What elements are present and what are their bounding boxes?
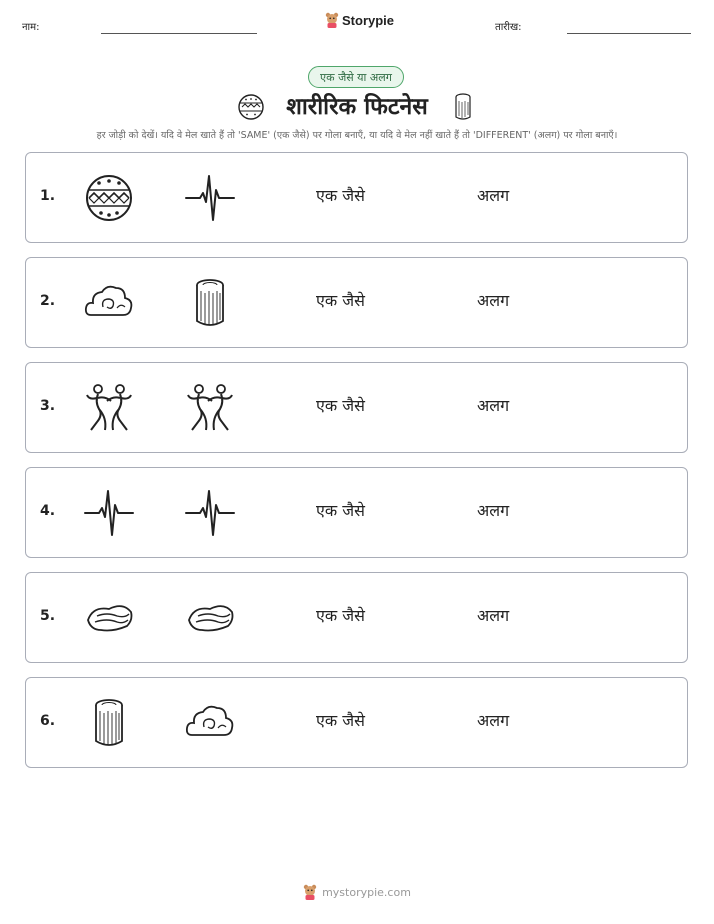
date-label: तारीख:: [495, 22, 522, 33]
storypie-bear-icon: [325, 12, 339, 28]
dancers-icon: [83, 382, 135, 434]
worksheet-type-badge: एक जैसे या अलग: [308, 66, 404, 88]
heartbeat-icon: [184, 172, 236, 224]
question-row: [25, 677, 688, 768]
ball-icon: [237, 93, 265, 121]
different-option[interactable]: अलग: [477, 186, 510, 205]
brand-logo: [325, 12, 394, 28]
steak-icon: [184, 592, 236, 644]
page-title: शारीरिक फिटनेस: [286, 94, 428, 120]
different-option[interactable]: अलग: [477, 291, 510, 310]
cloud-icon: [184, 697, 236, 749]
question-row: [25, 572, 688, 663]
question-row: [25, 152, 688, 243]
name-line[interactable]: [101, 33, 257, 34]
question-number: 2.: [40, 293, 56, 309]
tree-stump-icon: [83, 697, 135, 749]
heartbeat-icon: [83, 487, 135, 539]
question-number: 4.: [40, 503, 56, 519]
same-option[interactable]: एक जैसे: [316, 501, 365, 520]
tree-stump-icon: [184, 277, 236, 329]
name-label: नाम:: [22, 22, 40, 33]
same-option[interactable]: एक जैसे: [316, 186, 365, 205]
different-option[interactable]: अलग: [477, 501, 510, 520]
cloud-icon: [83, 277, 135, 329]
instructions: हर जोड़ी को देखें। यदि वे मेल खाते हैं तो 'SAME' (एक जैसे) पर गोला बनाएँ, या यदि वे मेल नहीं खाते हैं तो 'DIFFERENT' (अलग) पर गोला बनाएँ।: [96, 130, 618, 141]
question-number: 3.: [40, 398, 56, 414]
question-row: [25, 362, 688, 453]
question-number: 5.: [40, 608, 56, 624]
same-option[interactable]: एक जैसे: [316, 291, 365, 310]
footer: [0, 884, 714, 900]
question-number: 1.: [40, 188, 56, 204]
same-option[interactable]: एक जैसे: [316, 711, 365, 730]
tree-stump-icon: [452, 92, 474, 122]
same-option[interactable]: एक जैसे: [316, 606, 365, 625]
brand-name: Storypie: [342, 12, 395, 28]
question-row: [25, 467, 688, 558]
different-option[interactable]: अलग: [477, 606, 510, 625]
date-line[interactable]: [567, 33, 691, 34]
steak-icon: [83, 592, 135, 644]
question-number: 6.: [40, 713, 56, 729]
footer-url: mystorypie.com: [322, 885, 411, 899]
different-option[interactable]: अलग: [477, 711, 510, 730]
storypie-bear-icon: [303, 884, 317, 900]
same-option[interactable]: एक जैसे: [316, 396, 365, 415]
dancers-icon: [184, 382, 236, 434]
heartbeat-icon: [184, 487, 236, 539]
different-option[interactable]: अलग: [477, 396, 510, 415]
question-row: [25, 257, 688, 348]
ball-icon: [83, 172, 135, 224]
